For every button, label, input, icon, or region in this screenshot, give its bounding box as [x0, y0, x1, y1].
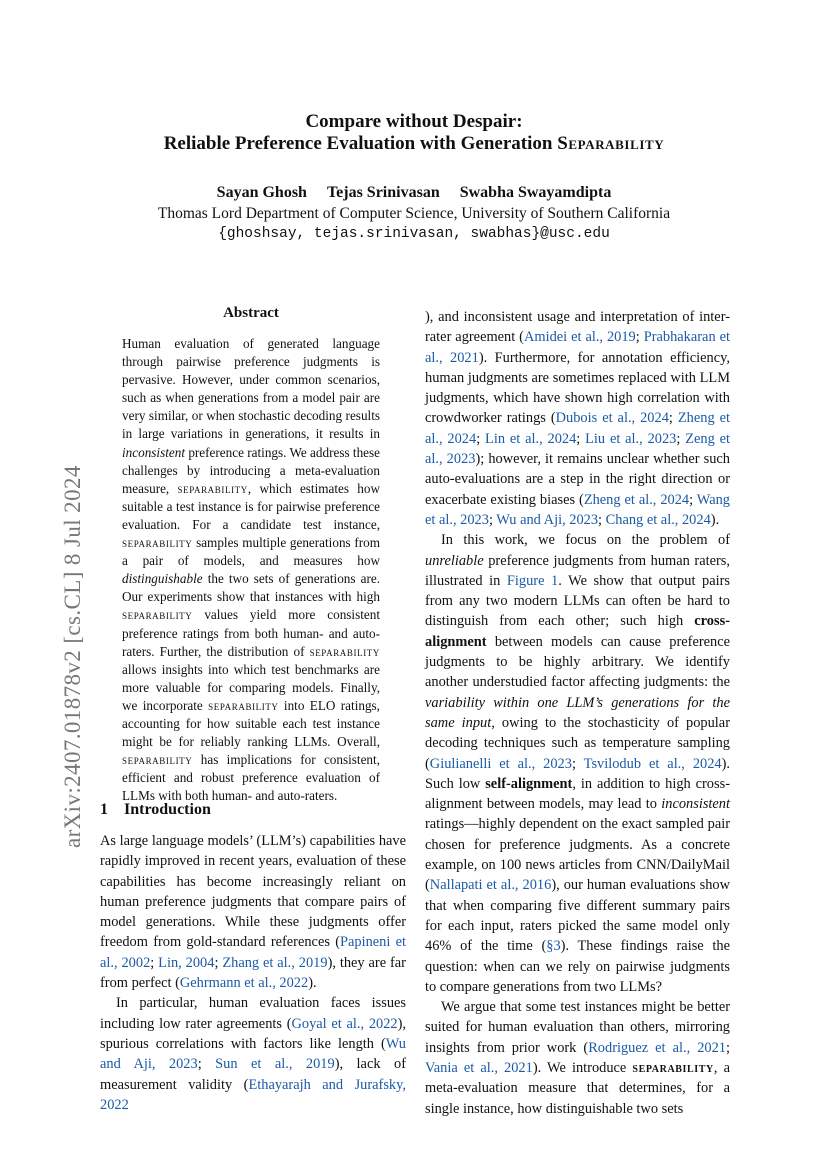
section-number: 1: [100, 801, 108, 818]
citation-link[interactable]: Liu et al., 2023: [585, 430, 677, 447]
citation-link[interactable]: Papineni et al., 2002: [100, 934, 407, 971]
citation-link[interactable]: Prabhakaran et al., 2021: [425, 329, 730, 366]
citation-link[interactable]: Gehrmann et al., 2022: [179, 975, 309, 992]
section-heading-introduction: [100, 801, 211, 819]
title-prefix: Reliable Preference Evaluation with Generation: [163, 133, 558, 154]
citation-link[interactable]: Zheng et al., 2024: [583, 491, 690, 508]
citation-link[interactable]: Lin et al., 2024: [485, 430, 577, 447]
citation-link[interactable]: Zhang et al., 2019: [222, 954, 328, 971]
author-list: [0, 184, 828, 202]
paper-title-line1: Compare without Despair:: [305, 111, 523, 132]
citation-link[interactable]: Dubois et al., 2024: [555, 410, 669, 427]
intro-paragraph-2-cont: ), and inconsistent usage and interpretation of inter-rater agreement (Amidei et al., 2019; Prabhakaran et al., 2021). Furthermore, for annotation efficiency, human judgments are sometimes replaced with LLM judgments, which have shown high correlation with crowdworker ratings (Dubois et al., 2024; Zheng et al., 2024; Lin et al., 2024; Liu et al., 2023; Zeng et al., 2023); however, it remains unclear whether such auto-evaluations are a step in the right direction or exacerbate existing biases (Zheng et al., 2024; Wang et al., 2023; Wu and Aji, 2023; Chang et al., 2024).: [425, 309, 731, 528]
intro-paragraph-2-start: In particular, human evaluation faces issues including low rater agreements (Goyal et al., 2022), spurious correlations with factors like length (Wu and Aji, 2023; Sun et al., 2019), lack of measurement validity (Ethayarajh and Jurafsky, 2022: [100, 995, 406, 1113]
author-name: Swabha Swayamdipta: [459, 184, 612, 201]
author-name: Sayan Ghosh: [216, 184, 307, 201]
citation-link[interactable]: Zeng et al., 2023: [425, 430, 730, 468]
intro-paragraph-3: In this work, we focus on the problem of unreliable preference judgments from human raters, illustrated in Figure 1. We show that output pairs from any two modern LLMs can often be hard to distinguish from each other; such high cross-alignment between models can cause preference judgments to be highly arbitrary. We identify another understudied factor affecting judgments: the variability within one LLM’s generations for the same input, owing to the stochasticity of popular decoding techniques such as temperature sampling (Giulianelli et al., 2023; Tsvilodub et al., 2024). Such low self-alignment, in addition to high cross-alignment between models, may lead to inconsistent ratings—highly dependent on the exact sampled pair chosen for preference judgments. As a concrete example, on 100 news articles from CNN/DailyMail (Nallapati et al., 2016), our human evaluations show that when comparing five different summary pairs for each input, raters picked the same model only 46% of the time (§3). These findings raise the question: when can we rely on pairwise judgments to compare generations from two LLMs?: [425, 532, 731, 995]
paper-title-line2: [0, 132, 828, 156]
citation-link[interactable]: Ethayarajh and Jurafsky, 2022: [100, 1076, 406, 1113]
citation-link[interactable]: Chang et al., 2024: [605, 511, 711, 528]
citation-link[interactable]: Giulianelli et al., 2023: [429, 755, 572, 772]
author-emails: {ghoshsay, tejas.srinivasan, swabhas}@usc.edu: [218, 226, 610, 242]
affiliation: Thomas Lord Department of Computer Science, University of Southern California: [157, 205, 671, 222]
citation-link[interactable]: Wu and Aji, 2023: [496, 511, 599, 528]
citation-link[interactable]: Sun et al., 2019: [215, 1056, 335, 1073]
citation-link[interactable]: Wang et al., 2023: [425, 491, 730, 528]
abstract-heading: Abstract: [223, 305, 279, 321]
intro-right-column: [425, 307, 730, 1119]
section-link[interactable]: §3: [546, 938, 561, 955]
author-name: Tejas Srinivasan: [326, 184, 440, 201]
citation-link[interactable]: Nallapati et al., 2016: [429, 877, 552, 894]
citation-link[interactable]: Lin, 2004: [158, 954, 215, 971]
arxiv-stamp-text: arXiv:2407.01878v2 [cs.CL] 8 Jul 2024: [60, 465, 85, 848]
citation-link[interactable]: Goyal et al., 2022: [291, 1015, 398, 1032]
intro-paragraph-4: We argue that some test instances might be better suited for human evaluation than others, mirroring insights from prior work (Rodriguez et al., 2021; Vania et al., 2021). We introduce separability, a meta-evaluation measure that determines, for a single instance, how distinguishable two sets: [425, 999, 730, 1117]
intro-paragraph-1: As large language models’ (LLM’s) capabilities have rapidly improved in recent years, evaluation of these capabilities has become increasingly reliant on human preference judgments that compare pairs of model generations. While these judgments offer freedom from gold-standard references (Papineni et al., 2002; Lin, 2004; Zhang et al., 2019), they are far from perfect (Gehrmann et al., 2022).: [100, 833, 407, 992]
abstract-body: Human evaluation of generated language through pairwise preference judgments is pervasive. However, under common scenarios, such as when generations from a model pair are very similar, or when stochastic decoding results in large variations in generations, it results in inconsistent preference ratings. We address these challenges by introducing a meta-evaluation measure, separability, which estimates how suitable a test instance is for pairwise preference evaluation. For a candidate test instance, separability samples multiple generations from a pair of models, and measures how distinguishable the two sets of generations are. Our experiments show that instances with high separability values yield more consistent preference ratings from both human- and auto-raters. Further, the distribution of separability allows insights into which test benchmarks are more valuable for comparing models. Finally, we incorporate separability into ELO ratings, accounting for how suitable each test instance might be for reliably ranking LLMs. Overall, separability has implications for consistent, efficient and robust preference evaluation of LLMs with both human- and auto-raters.: [122, 336, 380, 804]
citation-link[interactable]: Rodriguez et al., 2021: [588, 1039, 726, 1056]
citation-link[interactable]: Vania et al., 2021: [425, 1059, 533, 1076]
citation-link[interactable]: Amidei et al., 2019: [523, 329, 636, 346]
arxiv-stamp: [20, 378, 85, 848]
citation-link[interactable]: Tsvilodub et al., 2024: [583, 755, 722, 772]
figure-link[interactable]: Figure 1: [506, 572, 559, 589]
title-separability: Separability: [557, 133, 665, 154]
section-title: Introduction: [124, 801, 211, 818]
intro-left-column: [100, 831, 406, 1115]
citation-link[interactable]: Wu and Aji, 2023: [100, 1035, 406, 1073]
citation-link[interactable]: Zheng et al., 2024: [425, 410, 730, 447]
